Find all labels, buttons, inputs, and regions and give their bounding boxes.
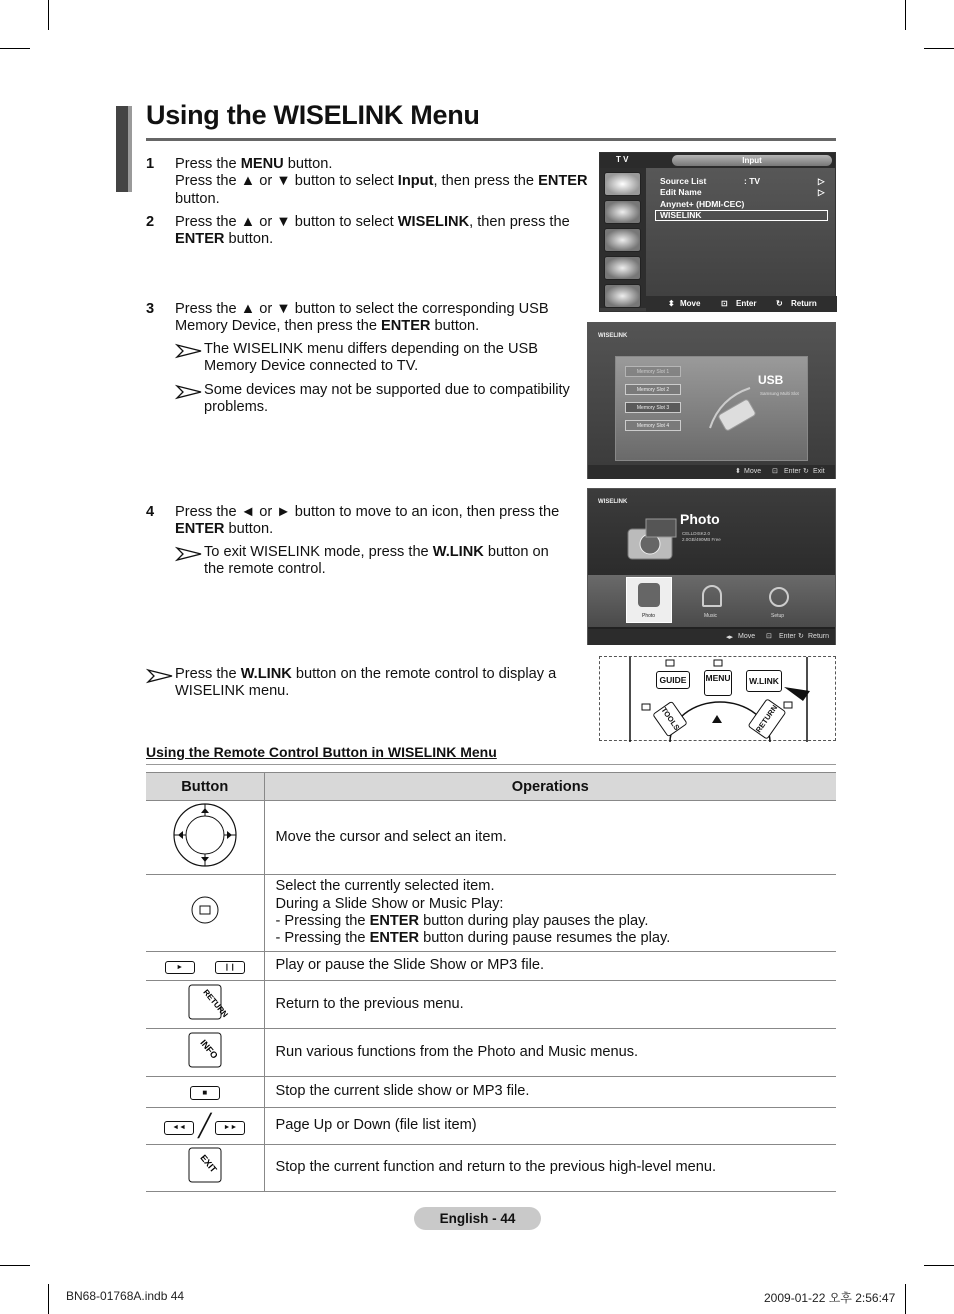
footer-enter: Enter — [779, 633, 796, 640]
step-number: 2 — [146, 214, 155, 230]
menu-header-title: Input — [672, 155, 832, 166]
final-note-text: Press the W.LINK button on the remote control to display a WISELINK menu. — [175, 666, 557, 700]
crop-mark — [48, 1284, 49, 1314]
setup-icon — [604, 256, 641, 280]
arrow-right-icon: ▷ — [818, 187, 825, 197]
remote-control-illustration — [599, 656, 836, 741]
table-row — [146, 875, 836, 952]
step-number: 1 — [146, 156, 155, 172]
table-row — [146, 981, 836, 1029]
setup-icon — [769, 587, 789, 607]
crop-mark — [924, 1265, 954, 1266]
icon-label: Photo — [642, 613, 656, 619]
table-cell-icon — [146, 981, 264, 1029]
crop-mark — [905, 0, 906, 30]
menu-sidebar — [600, 168, 646, 308]
step-3-text: Press the ▲ or ▼ button to select the corresponding USB Memory Device, then press the ENTER button. — [175, 301, 549, 335]
wiselink-photo-screenshot — [587, 488, 836, 645]
menu-item-selected: WISELINK — [655, 210, 828, 221]
return-button: RETURN — [747, 698, 786, 740]
slash-divider: ╱ — [198, 1112, 212, 1138]
table-row — [146, 952, 836, 981]
section-rule — [146, 764, 836, 765]
rewind-icon: ◄◄ — [164, 1121, 194, 1135]
step-2-text: Press the ▲ or ▼ button to select WISELINK, then press the ENTER button. — [175, 214, 570, 248]
enter-icon — [190, 895, 220, 925]
table-cell-icon — [146, 1145, 264, 1192]
operation-line: - Pressing the ENTER button during play pauses the play. — [275, 913, 649, 929]
usb-sublabel: Samsung Multi Slot — [760, 391, 799, 396]
table-cell-icon — [146, 1077, 264, 1108]
table-cell-operation: Return to the previous menu. — [264, 981, 836, 1029]
crop-mark — [905, 1284, 906, 1314]
return-icon: ↻ — [798, 633, 804, 640]
tools-button: TOOLS — [652, 701, 688, 738]
wlink-button: W.LINK — [746, 670, 782, 692]
wiselink-usb-screenshot — [587, 322, 836, 479]
guide-button: GUIDE — [656, 671, 690, 689]
footer-move: Move — [738, 633, 756, 640]
move-icon: ⬍ — [668, 299, 675, 308]
table-row — [146, 1029, 836, 1077]
camera-icon — [624, 515, 680, 565]
table-cell-icon — [146, 1108, 264, 1145]
note-text: Some devices may not be supported due to compatibility problems. — [204, 382, 570, 416]
operation-line: During a Slide Show or Music Play: — [275, 895, 504, 912]
note-arrow-icon — [176, 385, 202, 399]
photo-label: Photo — [680, 511, 720, 527]
svg-text:EXIT: EXIT — [198, 1153, 219, 1175]
crop-mark — [48, 0, 49, 30]
exit-icon: ↻ — [803, 468, 809, 475]
channel-icon — [604, 228, 641, 252]
footer-exit: Exit — [813, 468, 825, 475]
music-icon — [702, 585, 722, 607]
table-cell-operation: Page Up or Down (file list item) — [264, 1108, 836, 1145]
stop-icon: ■ — [190, 1086, 220, 1100]
note-arrow-icon — [176, 344, 202, 358]
photo-footer — [588, 629, 835, 645]
tv-input-menu-screenshot — [599, 152, 836, 312]
table-row — [146, 1077, 836, 1108]
usb-footer — [588, 465, 835, 479]
crop-mark — [0, 48, 30, 49]
table-row — [146, 801, 836, 875]
dpad-icon — [172, 802, 238, 868]
menu-item: Source List — [660, 176, 707, 186]
memory-slot: Memory Slot 1 — [625, 366, 681, 377]
left-right-icon: ◂▸ — [726, 634, 734, 641]
step-number: 4 — [146, 504, 155, 520]
table-cell-operation — [264, 875, 836, 952]
section-subheading: Using the Remote Control Button in WISELINK Menu — [146, 744, 497, 760]
picture-icon — [604, 172, 641, 196]
enter-icon: ⊡ — [721, 299, 728, 308]
button-operations-table — [146, 772, 836, 1192]
table-header-row — [146, 773, 836, 801]
menu-item-value: : TV — [744, 176, 761, 186]
menu-footer — [646, 296, 837, 312]
footer-return: Return — [808, 633, 830, 640]
table-cell-icon — [146, 952, 264, 981]
menu-item: Anynet+ (HDMI-CEC) — [660, 199, 745, 209]
print-footer-left: BN68-01768A.indb 44 — [66, 1289, 185, 1303]
page-title: Using the WISELINK Menu — [146, 100, 480, 130]
return-icon — [187, 983, 230, 1021]
sound-icon — [604, 200, 641, 224]
memory-slot: Memory Slot 4 — [625, 420, 681, 431]
svg-text:INFO: INFO — [198, 1037, 220, 1061]
operation-line: - Pressing the ENTER button during pause resumes the play. — [275, 930, 671, 947]
crop-mark — [0, 1265, 30, 1266]
menu-button: MENU — [704, 670, 732, 696]
device-info: 2.0GB/490MB Free — [682, 537, 721, 542]
table-cell-icon — [146, 875, 264, 952]
enter-icon: ⊡ — [766, 633, 772, 640]
table-cell-operation: Stop the current slide show or MP3 file. — [264, 1077, 836, 1108]
table-cell-operation: Stop the current function and return to the previous high-level menu. — [264, 1145, 836, 1192]
column-header: Operations — [264, 773, 836, 801]
wiselink-logo: WISELINK — [598, 333, 628, 339]
table-cell-icon — [146, 801, 264, 875]
step-number: 3 — [146, 301, 155, 317]
table-cell-operation: Move the cursor and select an item. — [264, 801, 836, 875]
footer-move: Move — [744, 468, 762, 475]
note-arrow-icon — [147, 669, 173, 683]
note-text: The WISELINK menu differs depending on the USB Memory Device connected to TV. — [204, 341, 538, 375]
title-accent-bar — [116, 106, 132, 192]
usb-label: USB — [758, 373, 784, 387]
note-arrow-icon — [176, 547, 202, 561]
table-cell-icon — [146, 1029, 264, 1077]
title-rule — [146, 138, 836, 141]
footer-move: Move — [680, 299, 701, 308]
enter-icon: ⊡ — [772, 468, 778, 475]
arrow-right-icon: ▷ — [818, 176, 825, 186]
menu-item: Edit Name — [660, 187, 702, 197]
footer-return: Return — [791, 299, 817, 308]
wiselink-logo: WISELINK — [598, 499, 628, 505]
table-row — [146, 1145, 836, 1192]
return-icon: ↻ — [776, 299, 783, 308]
page-number-badge: English - 44 — [414, 1207, 541, 1230]
crop-mark — [924, 48, 954, 49]
icon-label: Setup — [771, 613, 785, 619]
svg-text:RETURN: RETURN — [201, 987, 230, 1019]
play-icon: ► — [165, 961, 195, 974]
note-text: To exit WISELINK mode, press the W.LINK button on the remote control. — [204, 544, 549, 578]
icon-label: Music — [704, 613, 718, 619]
table-row — [146, 1108, 836, 1145]
info-icon — [187, 1031, 223, 1069]
memory-slot: Memory Slot 2 — [625, 384, 681, 395]
usb-stick-icon — [700, 378, 770, 438]
table-cell-operation: Run various functions from the Photo and Music menus. — [264, 1029, 836, 1077]
photo-icon — [638, 583, 660, 607]
footer-enter: Enter — [736, 299, 757, 308]
move-icon: ⬍ — [735, 468, 741, 475]
table-cell-operation: Play or pause the Slide Show or MP3 file. — [264, 952, 836, 981]
input-icon — [604, 284, 641, 308]
device-info: CELLDISK2.0 — [682, 531, 711, 536]
print-footer-right: 2009-01-22 오후 2:56:47 — [764, 1291, 896, 1305]
pause-icon: ❙❙ — [215, 961, 245, 974]
menu-header — [600, 153, 835, 168]
step-4-text: Press the ◄ or ► button to move to an icon, then press the ENTER button. — [175, 504, 560, 538]
operation-line: Select the currently selected item. — [275, 878, 495, 895]
menu-tab: T V — [616, 155, 629, 164]
memory-slot-selected: Memory Slot 3 — [625, 402, 681, 413]
footer-enter: Enter — [784, 468, 801, 475]
step-1-text: Press the MENU button. Press the ▲ or ▼ button to select Input, then press the ENTER button. — [175, 156, 588, 207]
fast-forward-icon: ►► — [215, 1121, 245, 1135]
column-header: Button — [146, 773, 264, 801]
exit-icon — [187, 1146, 223, 1184]
